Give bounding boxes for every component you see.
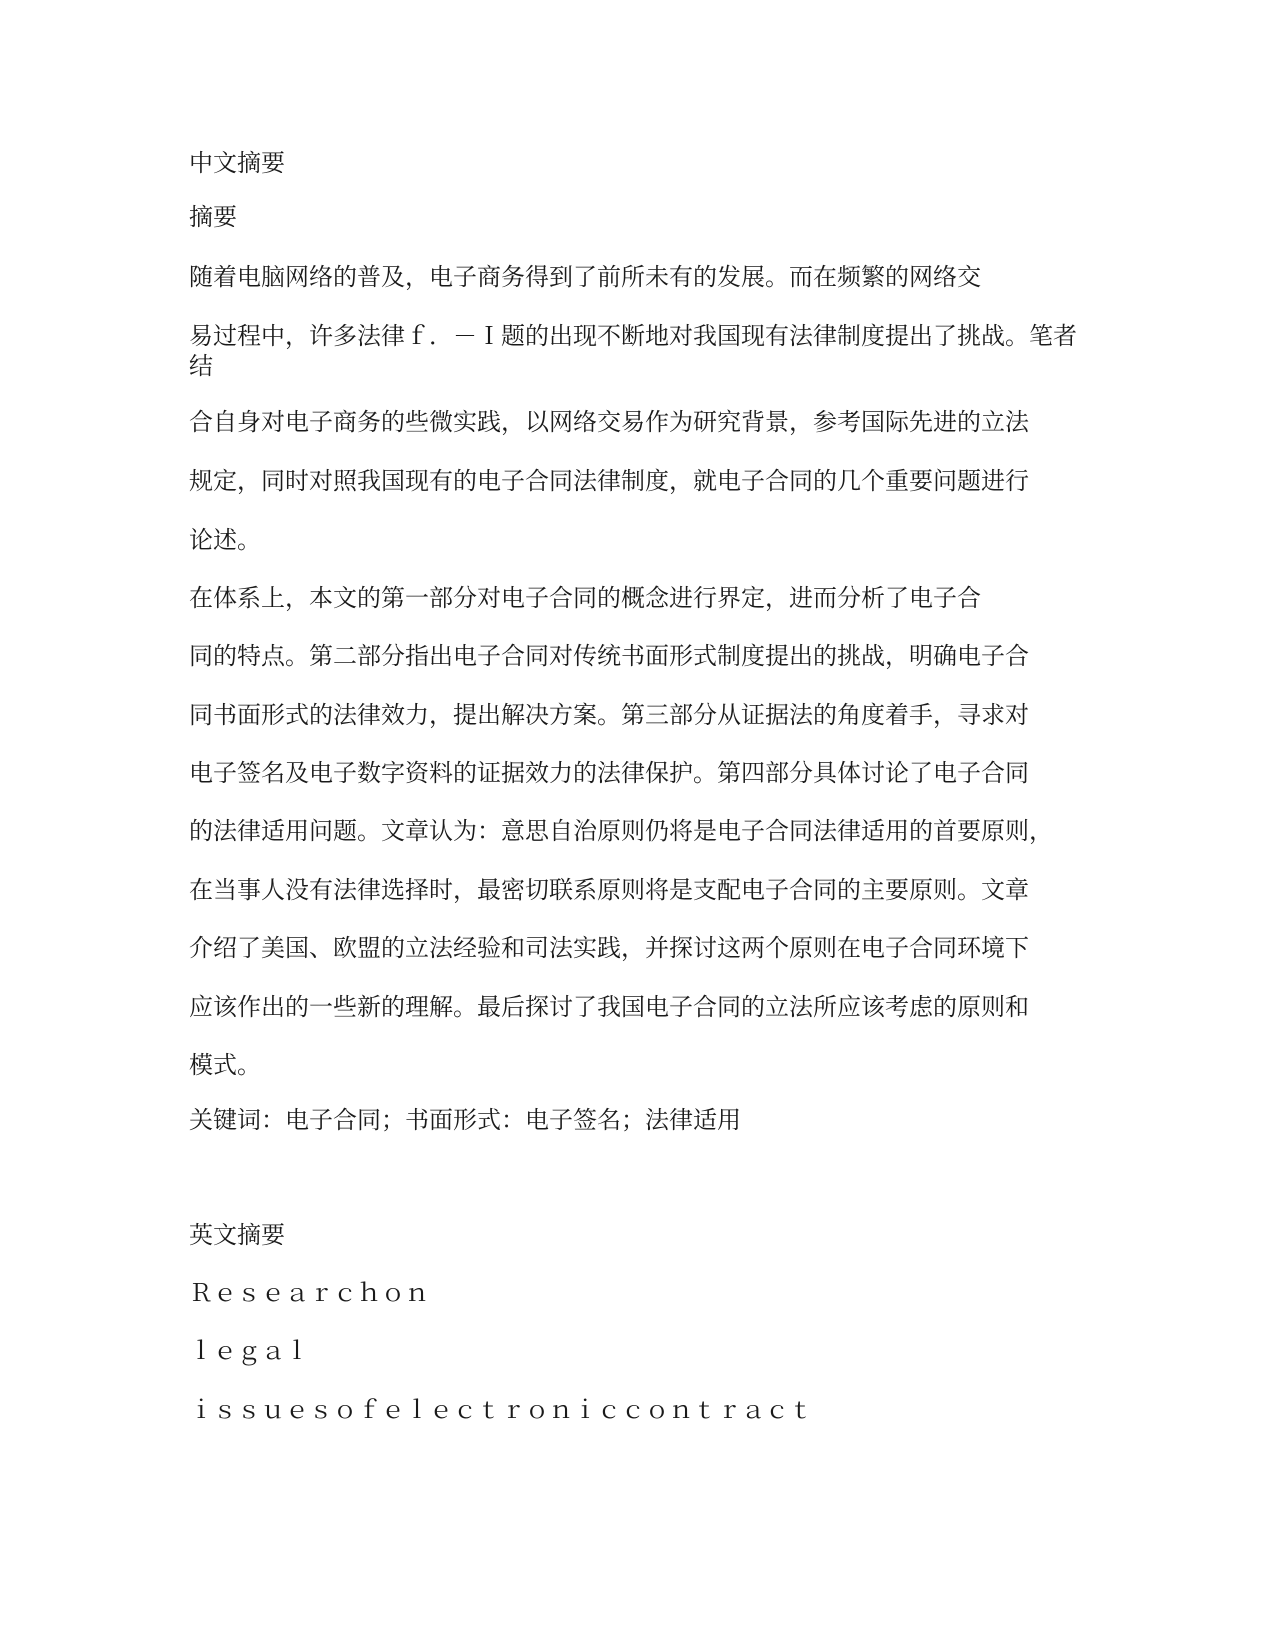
abstract-line: 同的特点。第二部分指出电子合同对传统书面形式制度提出的挑战，明确电子合 bbox=[189, 642, 1029, 670]
abstract-line: 在体系上，本文的第一部分对电子合同的概念进行界定，进而分析了电子合 bbox=[189, 584, 981, 612]
abstract-line: 规定，同时对照我国现有的电子合同法律制度，就电子合同的几个重要问题进行 bbox=[189, 467, 1029, 495]
cn-abstract-heading: 中文摘要 bbox=[189, 149, 285, 177]
abstract-line: 模式。 bbox=[189, 1051, 261, 1079]
abstract-line: 介绍了美国、欧盟的立法经验和司法实践，并探讨这两个原则在电子合同环境下 bbox=[189, 934, 1029, 962]
abstract-line: 合自身对电子商务的些微实践，以网络交易作为研究背景，参考国际先进的立法 bbox=[189, 408, 1029, 436]
abstract-line: 电子签名及电子数字资料的证据效力的法律保护。第四部分具体讨论了电子合同 bbox=[189, 759, 1029, 787]
abstract-subheading: 摘要 bbox=[189, 203, 237, 231]
abstract-line: 论述。 bbox=[189, 526, 261, 554]
abstract-line: 随着电脑网络的普及，电子商务得到了前所未有的发展。而在频繁的网络交 bbox=[189, 263, 981, 291]
abstract-line: 同书面形式的法律效力，提出解决方案。第三部分从证据法的角度着手，寻求对 bbox=[189, 701, 1029, 729]
en-abstract-heading: 英文摘要 bbox=[189, 1221, 285, 1249]
abstract-line: 的法律适用问题。文章认为：意思自治原则仍将是电子合同法律适用的首要原则， bbox=[189, 817, 1053, 845]
keywords-line: 关键词：电子合同；书面形式：电子签名；法律适用 bbox=[189, 1106, 741, 1134]
en-title-line: ｌｅｇａｌ bbox=[189, 1337, 309, 1365]
en-title-line: ｉｓｓｕｅｓｏｆｅｌｅｃｔｒｏｎｉｃｃｏｎｔｒａｃｔ bbox=[189, 1396, 813, 1424]
abstract-line: 应该作出的一些新的理解。最后探讨了我国电子合同的立法所应该考虑的原则和 bbox=[189, 993, 1029, 1021]
abstract-line: 易过程中，许多法律ｆ．－Ｉ题的出现不断地对我国现有法律制度提出了挑战。笔者结 bbox=[189, 322, 1077, 380]
abstract-line: 在当事人没有法律选择时，最密切联系原则将是支配电子合同的主要原则。文章 bbox=[189, 876, 1029, 904]
en-title-line: Ｒｅｓｅａｒｃｈｏｎ bbox=[189, 1279, 429, 1307]
